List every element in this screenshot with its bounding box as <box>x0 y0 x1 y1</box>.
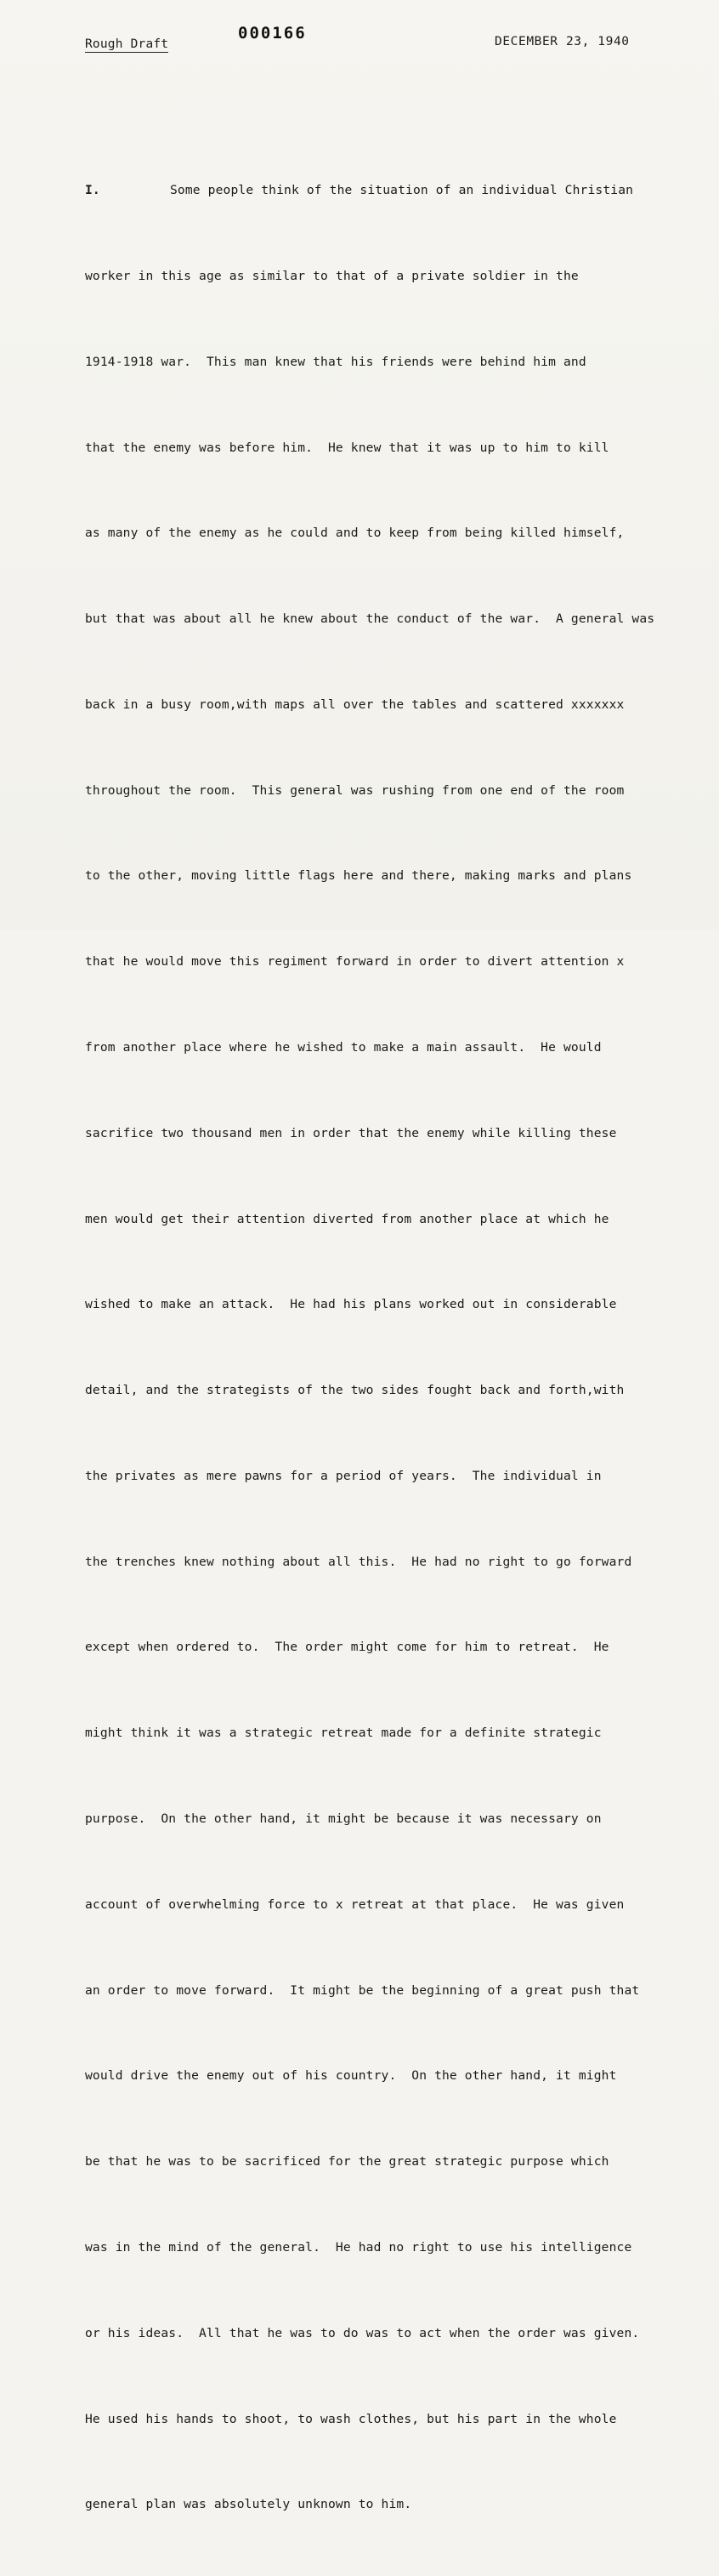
paragraph-line: detail, and the strategists of the two sides fought back and forth,with <box>85 1383 625 1398</box>
paragraph-line: except when ordered to. The order might come for him to retreat. He <box>85 1640 609 1655</box>
paragraph-line: an order to move forward. It might be the beginning of a great push that <box>85 1982 640 1998</box>
paragraph-line: the privates as mere pawns for a period of years. The individual in <box>85 1468 602 1483</box>
document-number: 000166 <box>238 24 307 43</box>
paragraph-line: but that was about all he knew about the conduct of the war. A general was <box>85 611 655 627</box>
paragraph-line: wished to make an attack. He had his plans worked out in considerable <box>85 1297 617 1312</box>
section-number: I. <box>85 183 100 198</box>
paragraph-line: purpose. On the other hand, it might be because it was necessary on <box>85 1811 602 1827</box>
section-text <box>85 119 714 2576</box>
paragraph-line: would drive the enemy out of his country. On the other hand, it might <box>85 2068 617 2084</box>
paragraph-line: sacrifice two thousand men in order that the enemy while killing these <box>85 1125 617 1140</box>
paragraph-line: back in a busy room,with maps all over the tables and scattered xxxxxxx <box>85 697 625 712</box>
paragraph-line <box>85 176 714 205</box>
paragraph-line: men would get their attention diverted from another place at which he <box>85 1211 609 1226</box>
paragraph-line: or his ideas. All that he was to do was to act when the order was given. <box>85 2325 640 2340</box>
paragraph-line: the trenches knew nothing about all this. He had no right to go forward <box>85 1554 632 1569</box>
paragraph-line: that he would move this regiment forward in order to divert attention x <box>85 954 625 970</box>
paragraph-line: He used his hands to shoot, to wash clothes, but his part in the whole <box>85 2411 617 2426</box>
document-header <box>0 24 719 58</box>
paragraph-line: be that he was to be sacrificed for the great strategic purpose which <box>85 2154 609 2169</box>
line-text: Some people think of the situation of an individual Christian <box>170 183 634 198</box>
draft-label: Rough Draft <box>85 37 169 51</box>
paragraph-line: to the other, moving little flags here and there, making marks and plans <box>85 868 632 884</box>
paragraph-line: from another place where he wished to make a main assault. He would <box>85 1040 602 1055</box>
paragraph-line: worker in this age as similar to that of a private soldier in the <box>85 268 579 283</box>
paragraph-line: as many of the enemy as he could and to keep from being killed himself, <box>85 526 625 541</box>
paragraph-line: 1914-1918 war. This man knew that his friends were behind him and <box>85 354 586 369</box>
paragraph-line: was in the mind of the general. He had no right to use his intelligence <box>85 2239 632 2255</box>
document-date: DECEMBER 23, 1940 <box>495 35 630 48</box>
paragraph-line: general plan was absolutely unknown to him. <box>85 2497 412 2512</box>
paragraph-line: throughout the room. This general was rushing from one end of the room <box>85 782 625 798</box>
paragraph-line: might think it was a strategic retreat made for a definite strategic <box>85 1726 602 1741</box>
paragraph-line: that the enemy was before him. He knew that it was up to him to kill <box>85 440 609 455</box>
paragraph-line: account of overwhelming force to x retreat at that place. He was given <box>85 1896 625 1912</box>
